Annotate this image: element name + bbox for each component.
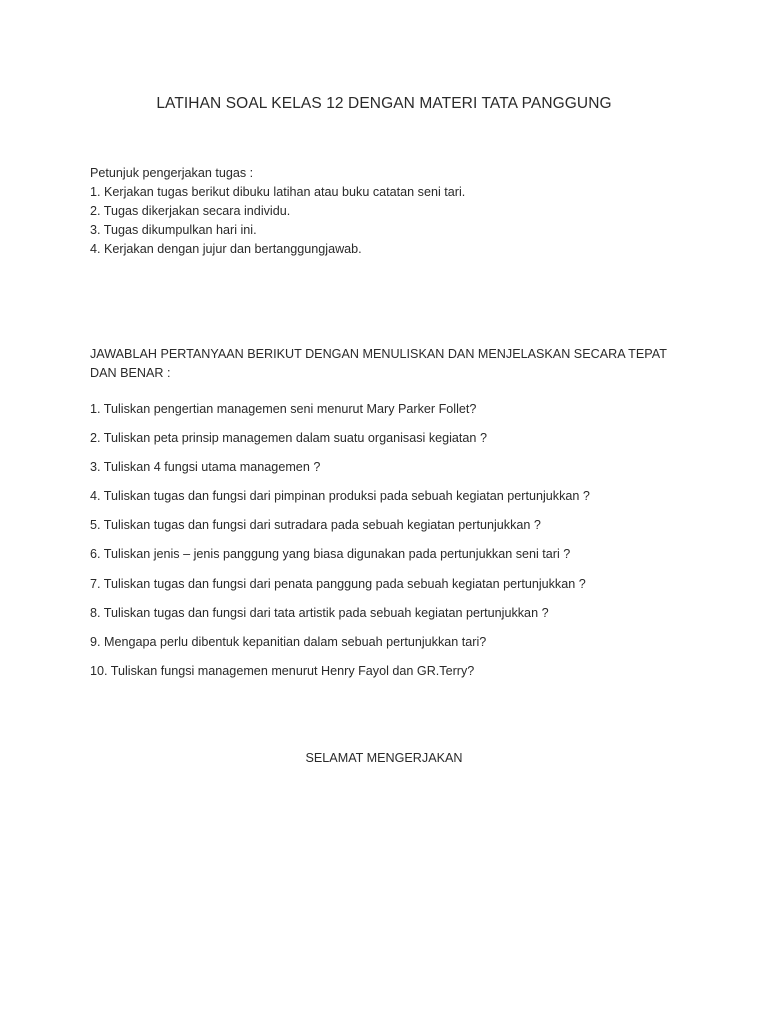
question-item: 10. Tuliskan fungsi managemen menurut Henry Fayol dan GR.Terry? xyxy=(90,663,475,678)
document-title: LATIHAN SOAL KELAS 12 DENGAN MATERI TATA PANGGUNG xyxy=(156,95,612,112)
instructions-block xyxy=(90,164,690,259)
instruction-item: 1. Kerjakan tugas berikut dibuku latihan atau buku catatan seni tari. xyxy=(90,185,466,199)
instructions-list xyxy=(90,183,690,259)
closing-text: SELAMAT MENGERJAKAN xyxy=(305,751,463,765)
question-item: 4. Tuliskan tugas dan fungsi dari pimpinan produksi pada sebuah kegiatan pertunjukkan ? xyxy=(90,489,590,504)
question-item: 2. Tuliskan peta prinsip managemen dalam suatu organisasi kegiatan ? xyxy=(90,431,487,446)
instruction-item: 4. Kerjakan dengan jujur dan bertanggungjawab. xyxy=(90,242,362,256)
question-item: 1. Tuliskan pengertian managemen seni menurut Mary Parker Follet? xyxy=(90,402,477,416)
question-item: 3. Tuliskan 4 fungsi utama managemen ? xyxy=(90,460,321,475)
question-item: 5. Tuliskan tugas dan fungsi dari sutradara pada sebuah kegiatan pertunjukkan ? xyxy=(90,518,541,533)
question-item: 7. Tuliskan tugas dan fungsi dari penata panggung pada sebuah kegiatan pertunjukkan ? xyxy=(90,576,586,591)
questions-list xyxy=(90,400,710,691)
instruction-item: 3. Tugas dikumpulkan hari ini. xyxy=(90,223,257,237)
question-item: 9. Mengapa perlu dibentuk kepanitian dalam sebuah pertunjukkan tari? xyxy=(90,634,487,649)
instructions-heading: Petunjuk pengerjakan tugas : xyxy=(90,166,254,180)
question-item: 8. Tuliskan tugas dan fungsi dari tata artistik pada sebuah kegiatan pertunjukkan ? xyxy=(90,605,549,620)
instruction-item: 2. Tugas dikerjakan secara individu. xyxy=(90,204,291,218)
directive-text: JAWABLAH PERTANYAAN BERIKUT DENGAN MENULISKAN DAN MENJELASKAN SECARA TEPAT DAN BENAR : xyxy=(90,347,667,380)
question-item: 6. Tuliskan jenis – jenis panggung yang biasa digunakan pada pertunjukkan seni tari ? xyxy=(90,547,571,562)
